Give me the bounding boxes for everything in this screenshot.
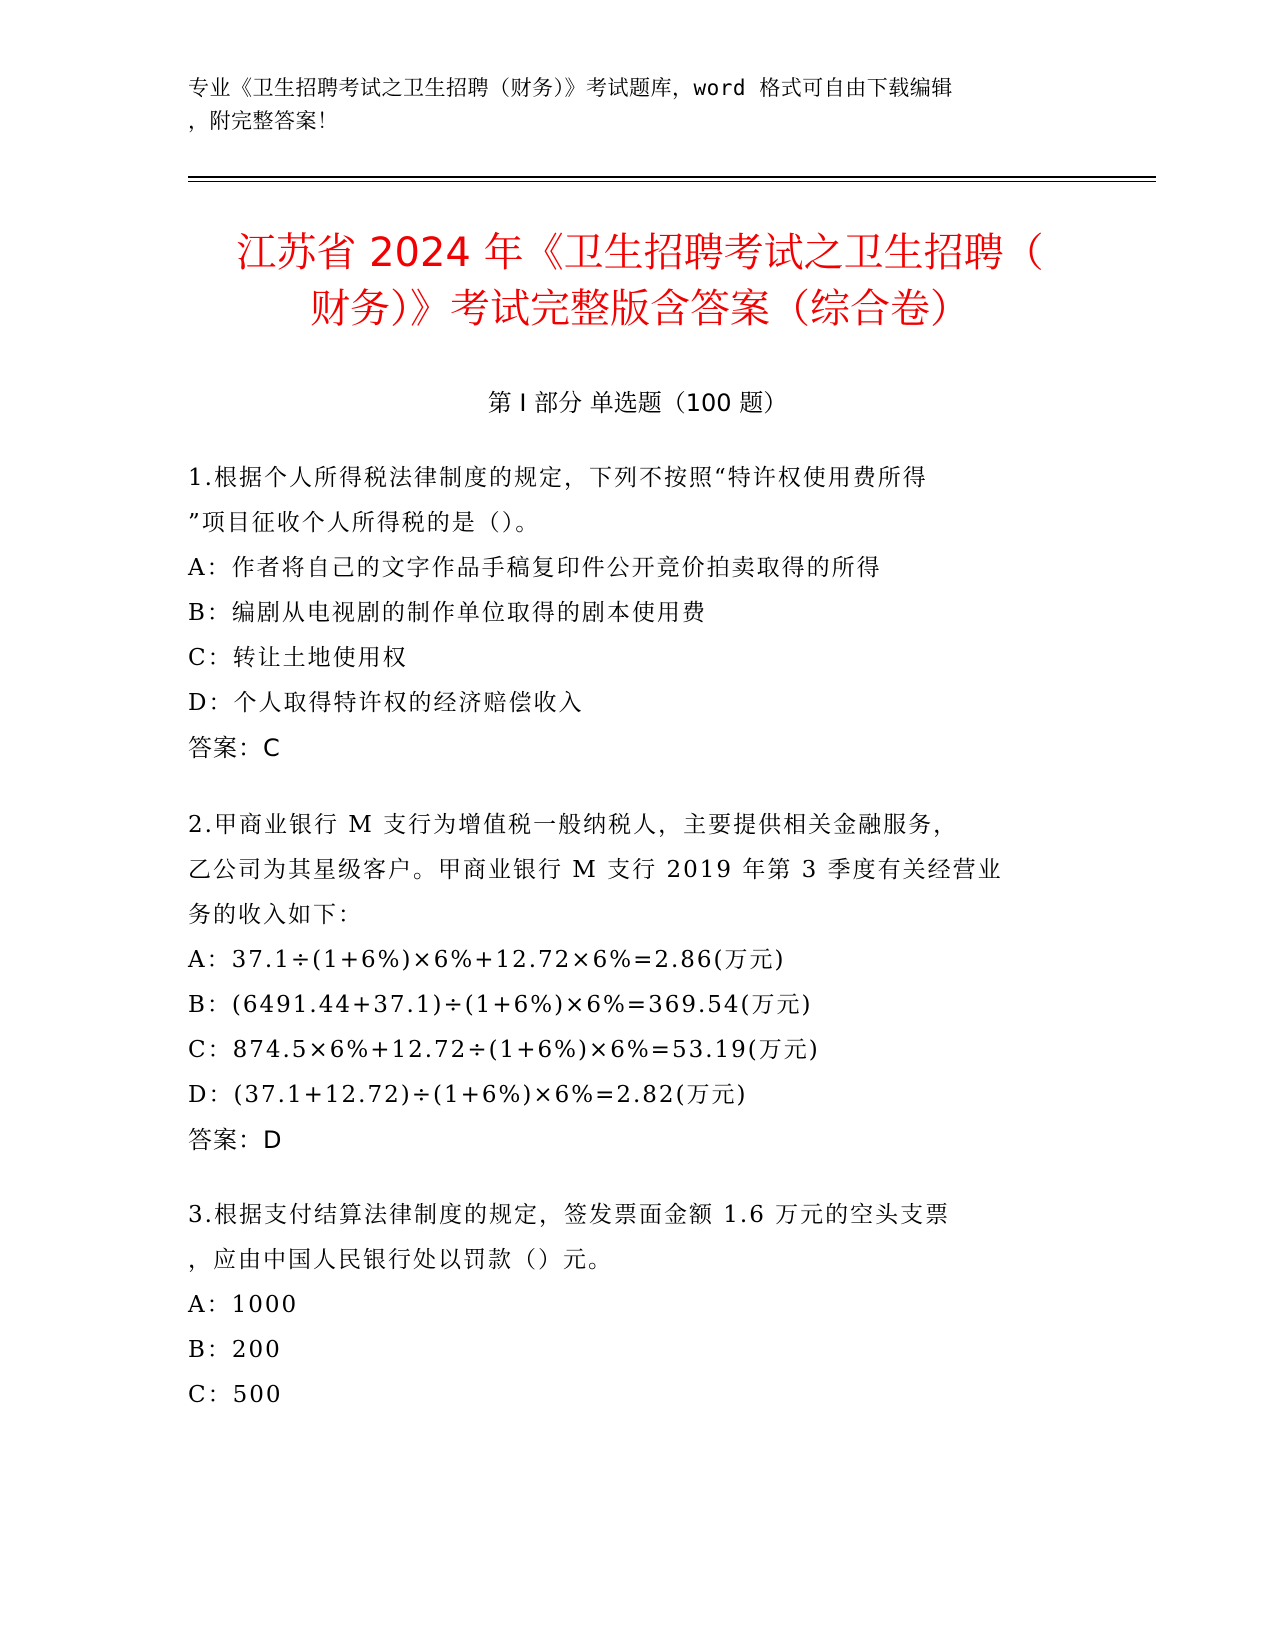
question-stem-line: 3.根据支付结算法律制度的规定，签发票面金额 1.6 万元的空头支票 [188,1202,951,1228]
intro-text [188,72,1088,138]
option-a: A：37.1÷(1+6%)×6%+12.72×6%=2.86(万元) [188,947,786,973]
document-title [180,225,1100,337]
option-b: B：200 [188,1337,282,1363]
header-divider-thin [188,181,1156,182]
option-d: D：个人取得特许权的经济赔偿收入 [188,690,584,716]
option-b: B：编剧从电视剧的制作单位取得的剧本使用费 [188,600,707,626]
option-d: D：(37.1+12.72)÷(1+6%)×6%=2.82(万元) [188,1082,748,1108]
question-stem-line: ，应由中国人民银行处以罚款（）元。 [188,1247,613,1273]
option-c: C：500 [188,1382,283,1408]
intro-line-1: 专业《卫生招聘考试之卫生招聘（财务）》考试题库，word 格式可自由下载编辑 [188,76,953,100]
question-stem-line: 务的收入如下： [188,902,363,928]
question-stem-line: ”项目征收个人所得税的是（）。 [188,510,541,536]
option-c: C：转让土地使用权 [188,645,408,671]
title-line-1: 江苏省 2024 年《卫生招聘考试之卫生招聘（ [236,230,1044,276]
question-2 [188,803,1078,1163]
option-a: A：1000 [188,1292,299,1318]
question-1 [188,456,1078,771]
intro-line-2: ，附完整答案！ [188,109,339,133]
option-c: C：874.5×6%+12.72÷(1+6%)×6%=53.19(万元) [188,1037,820,1063]
title-line-2: 财务）》考试完整版含答案（综合卷） [310,286,970,332]
header-divider-thick [188,176,1156,178]
question-stem-line: 2.甲商业银行 M 支行为增值税一般纳税人，主要提供相关金融服务， [188,812,959,838]
option-b: B：(6491.44+37.1)÷(1+6%)×6%=369.54(万元) [188,992,813,1018]
option-a: A：作者将自己的文字作品手稿复印件公开竞价拍卖取得的所得 [188,555,882,581]
question-stem-line: 乙公司为其星级客户。甲商业银行 M 支行 2019 年第 3 季度有关经营业 [188,857,1003,883]
answer: 答案：D [188,1126,283,1154]
answer: 答案：C [188,734,281,762]
question-stem-line: 1.根据个人所得税法律制度的规定，下列不按照“特许权使用费所得 [188,465,928,491]
section-heading: 第 I 部分 单选题（100 题） [487,389,788,417]
question-3 [188,1193,1078,1418]
